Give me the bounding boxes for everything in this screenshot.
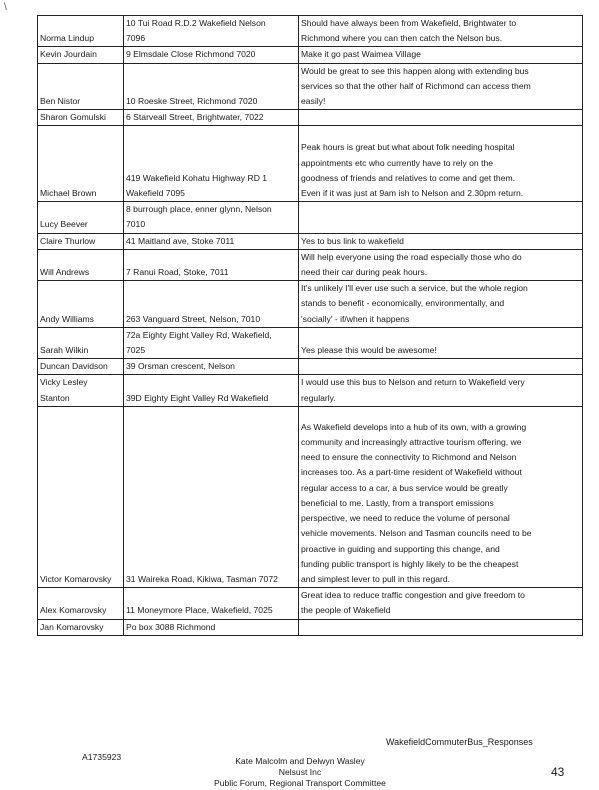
submitter-address: 72a Eighty Eight Valley Rd, Wakefield, 7025 xyxy=(124,327,299,358)
submitter-address: 10 Roeske Street, Richmond 7020 xyxy=(124,63,299,110)
submitter-name: Michael Brown xyxy=(38,126,124,202)
submitter-address: 263 Vanguard Street, Nelson, 7010 xyxy=(124,281,299,328)
footer-organisation: Nelsust Inc xyxy=(278,767,322,777)
submitter-comment: It's unlikely I'll ever use such a service, but the whole region stands to benefit - economically, environmentally, and 'socially' - if/when it happens xyxy=(299,281,583,328)
table-row xyxy=(38,281,583,328)
submitter-name: Andy Williams xyxy=(38,281,124,328)
table-row xyxy=(38,327,583,358)
submitter-address: 11 Moneymore Place, Wakefield, 7025 xyxy=(124,588,299,619)
submitter-address: 39 Orsman crescent, Nelson xyxy=(124,359,299,375)
submitter-address: 419 Wakefield Kohatu Highway RD 1 Wakefield 7095 xyxy=(124,126,299,202)
submitter-name: Duncan Davidson xyxy=(38,359,124,375)
submitter-name: Ben Nistor xyxy=(38,63,124,110)
table-row xyxy=(38,359,583,375)
submitter-comment: Peak hours is great but what about folk needing hospital appointments etc who currently have to rely on the goodness of friends and relatives to come and get them. Even if it was just at 9am ish to Nelson and 2.30pm return. xyxy=(299,126,583,202)
submitter-name: Kevin Jourdain xyxy=(38,47,124,63)
submitter-comment: Great idea to reduce traffic congestion and give freedom to the people of Wakefield xyxy=(299,588,583,619)
footer-file-name: WakefieldCommuterBus_Responses xyxy=(386,737,533,747)
footer-submitter-block xyxy=(150,756,450,789)
submitter-address: 31 Waireka Road, Kikiwa, Tasman 7072 xyxy=(124,406,299,587)
responses-table xyxy=(37,15,583,636)
table-row xyxy=(38,249,583,280)
table-row xyxy=(38,47,583,63)
submitter-comment xyxy=(299,110,583,126)
table-row xyxy=(38,126,583,202)
submitter-address: 8 burrough place, enner glynn, Nelson 7010 xyxy=(124,202,299,233)
scan-corner-mark: \ xyxy=(4,2,7,13)
submitter-comment: Should have always been from Wakefield, Brightwater to Richmond where you can then catch the Nelson bus. xyxy=(299,16,583,47)
submitter-name: Sharon Gomulski xyxy=(38,110,124,126)
submitter-address: Po box 3088 Richmond xyxy=(124,619,299,635)
submitter-address: 7 Ranui Road, Stoke, 7011 xyxy=(124,249,299,280)
table-row xyxy=(38,406,583,587)
table-row xyxy=(38,202,583,233)
submitter-address: 39D Eighty Eight Valley Rd Wakefield xyxy=(124,375,299,406)
table-row xyxy=(38,619,583,635)
submitter-name: Alex Komarovsky xyxy=(38,588,124,619)
submitter-name: Victor Komarovsky xyxy=(38,406,124,587)
submitter-name: Claire Thurlow xyxy=(38,233,124,249)
submitter-comment: Would be great to see this happen along with extending bus services so that the other half of Richmond can access them easily! xyxy=(299,63,583,110)
footer-meeting: Public Forum, Regional Transport Committee xyxy=(214,778,386,788)
submitter-comment: Yes to bus link to wakefield xyxy=(299,233,583,249)
table-row xyxy=(38,588,583,619)
table-row xyxy=(38,375,583,406)
table-row xyxy=(38,110,583,126)
submitter-name: Will Andrews xyxy=(38,249,124,280)
submitter-address: 10 Tui Road R.D.2 Wakefield Nelson 7096 xyxy=(124,16,299,47)
submitter-address: 41 Maitland ave, Stoke 7011 xyxy=(124,233,299,249)
footer-document-reference: A1735923 xyxy=(82,752,122,762)
submitter-name: Lucy Beever xyxy=(38,202,124,233)
table-row xyxy=(38,233,583,249)
submitter-name: Vicky Lesley Stanton xyxy=(38,375,124,406)
submitter-comment xyxy=(299,202,583,233)
submitter-address: 6 Starveall Street, Brightwater, 7022 xyxy=(124,110,299,126)
submitter-name: Jan Komarovsky xyxy=(38,619,124,635)
footer-submitter-names: Kate Malcolm and Delwyn Wasley xyxy=(235,756,365,766)
submitter-comment: Yes please this would be awesome! xyxy=(299,327,583,358)
table-row xyxy=(38,63,583,110)
submitter-comment: As Wakefield develops into a hub of its own, with a growing community and increasingly attractive tourism offering, we need to ensure the connectivity to Richmond and Nelson increases too. As a part-time resident of Wakefield without regular access to a car, a bus service would be greatly beneficial to me. Lastly, from a transport emissions perspective, we need to reduce the volume of personal vehicle movements. Nelson and Tasman councils need to be proactive in guiding and supporting this change, and funding public transport is highly likely to be the cheapest and simplest lever to pull in this regard. xyxy=(299,406,583,587)
submitter-name: Sarah Wilkin xyxy=(38,327,124,358)
page-number: 43 xyxy=(551,765,565,779)
submitter-comment: I would use this bus to Nelson and return to Wakefield very regularly. xyxy=(299,375,583,406)
submitter-name: Norma Lindup xyxy=(38,16,124,47)
submitter-comment: Make it go past Waimea Village xyxy=(299,47,583,63)
submitter-address: 9 Elmsdale Close Richmond 7020 xyxy=(124,47,299,63)
submitter-comment xyxy=(299,359,583,375)
submitter-comment xyxy=(299,619,583,635)
table-row xyxy=(38,16,583,47)
submitter-comment: Will help everyone using the road especially those who do need their car during peak hours. xyxy=(299,249,583,280)
